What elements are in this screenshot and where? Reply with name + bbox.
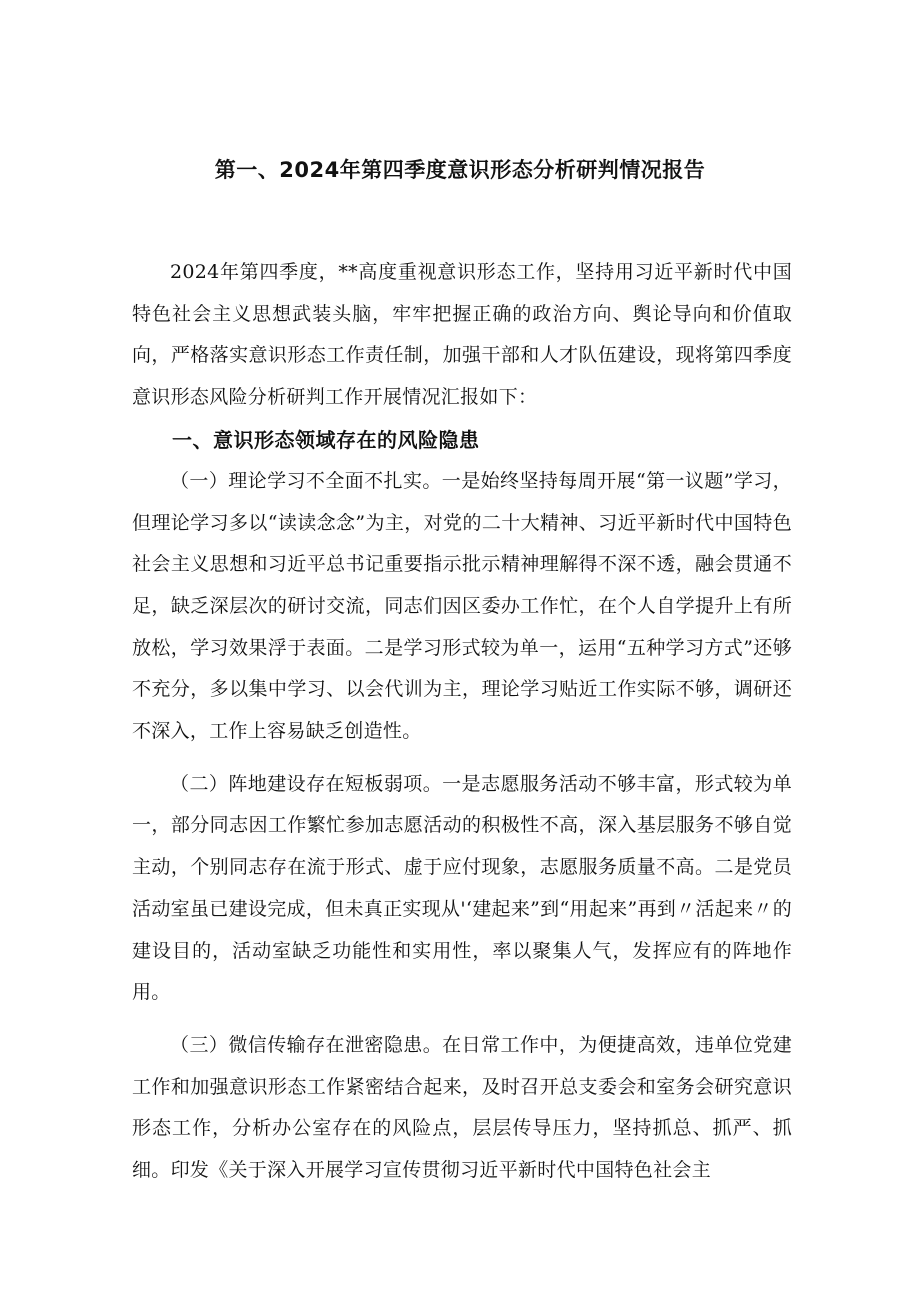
paragraph-wechat-security: （三）微信传输存在泄密隐患。在日常工作中，为便捷高效，违单位党建工作和加强意识形态工作紧密结合起来，及时召开总支委会和室务会研究意识形态工作，分析办公室存在的风险点，层层传导压力，坚持抓总、抓严、抓细。印发《关于深入开展学习宣传贯彻习近平新时代中国特色社会主 [132,1033,792,1182]
document-body [132,252,792,1192]
section-heading-risks: 一、意识形态领域存在的风险隐患 [172,427,480,452]
document-title: 第一、2024年第四季度意识形态分析研判情况报告 [214,158,706,182]
paragraph-position-building: （二）阵地建设存在短板弱项。一是志愿服务活动不够丰富，形式较为单一，部分同志因工作繁忙参加志愿活动的积极性不高，深入基层服务不够自觉主动，个别同志存在流于形式、虚于应付现象，志愿服务质量不高。二是党员活动室虽已建设完成，但未真正实现从'‘建起来”到“用起来”再到〃活起来〃的建设目的，活动室缺乏功能性和实用性，率以聚集人气，发挥应有的阵地作用。 [132,772,792,1004]
intro-paragraph: 2024年第四季度，**高度重视意识形态工作，坚持用习近平新时代中国特色社会主义思想武装头脑，牢牢把握正确的政治方向、舆论导向和价值取向，严格落实意识形态工作责任制，加强干部和人才队伍建设，现将第四季度意识形态风险分析研判工作开展情况汇报如下： [132,261,792,409]
paragraph-theory-study: （一）理论学习不全面不扎实。一是始终坚持每周开展“第一议题”学习，但理论学习多以“读读念念”为主，对党的二十大精神、习近平新时代中国特色社会主义思想和习近平总书记重要指示批示精神理解得不深不透，融会贯通不足，缺乏深层次的研讨交流，同志们因区委办工作忙，在个人自学提升上有所放松，学习效果浮于表面。二是学习形式较为单一，运用“五种学习方式”还够不充分，多以集中学习、以会代训为主，理论学习贴近工作实际不够，调研还不深入，工作上容易缺乏创造性。 [132,469,792,743]
